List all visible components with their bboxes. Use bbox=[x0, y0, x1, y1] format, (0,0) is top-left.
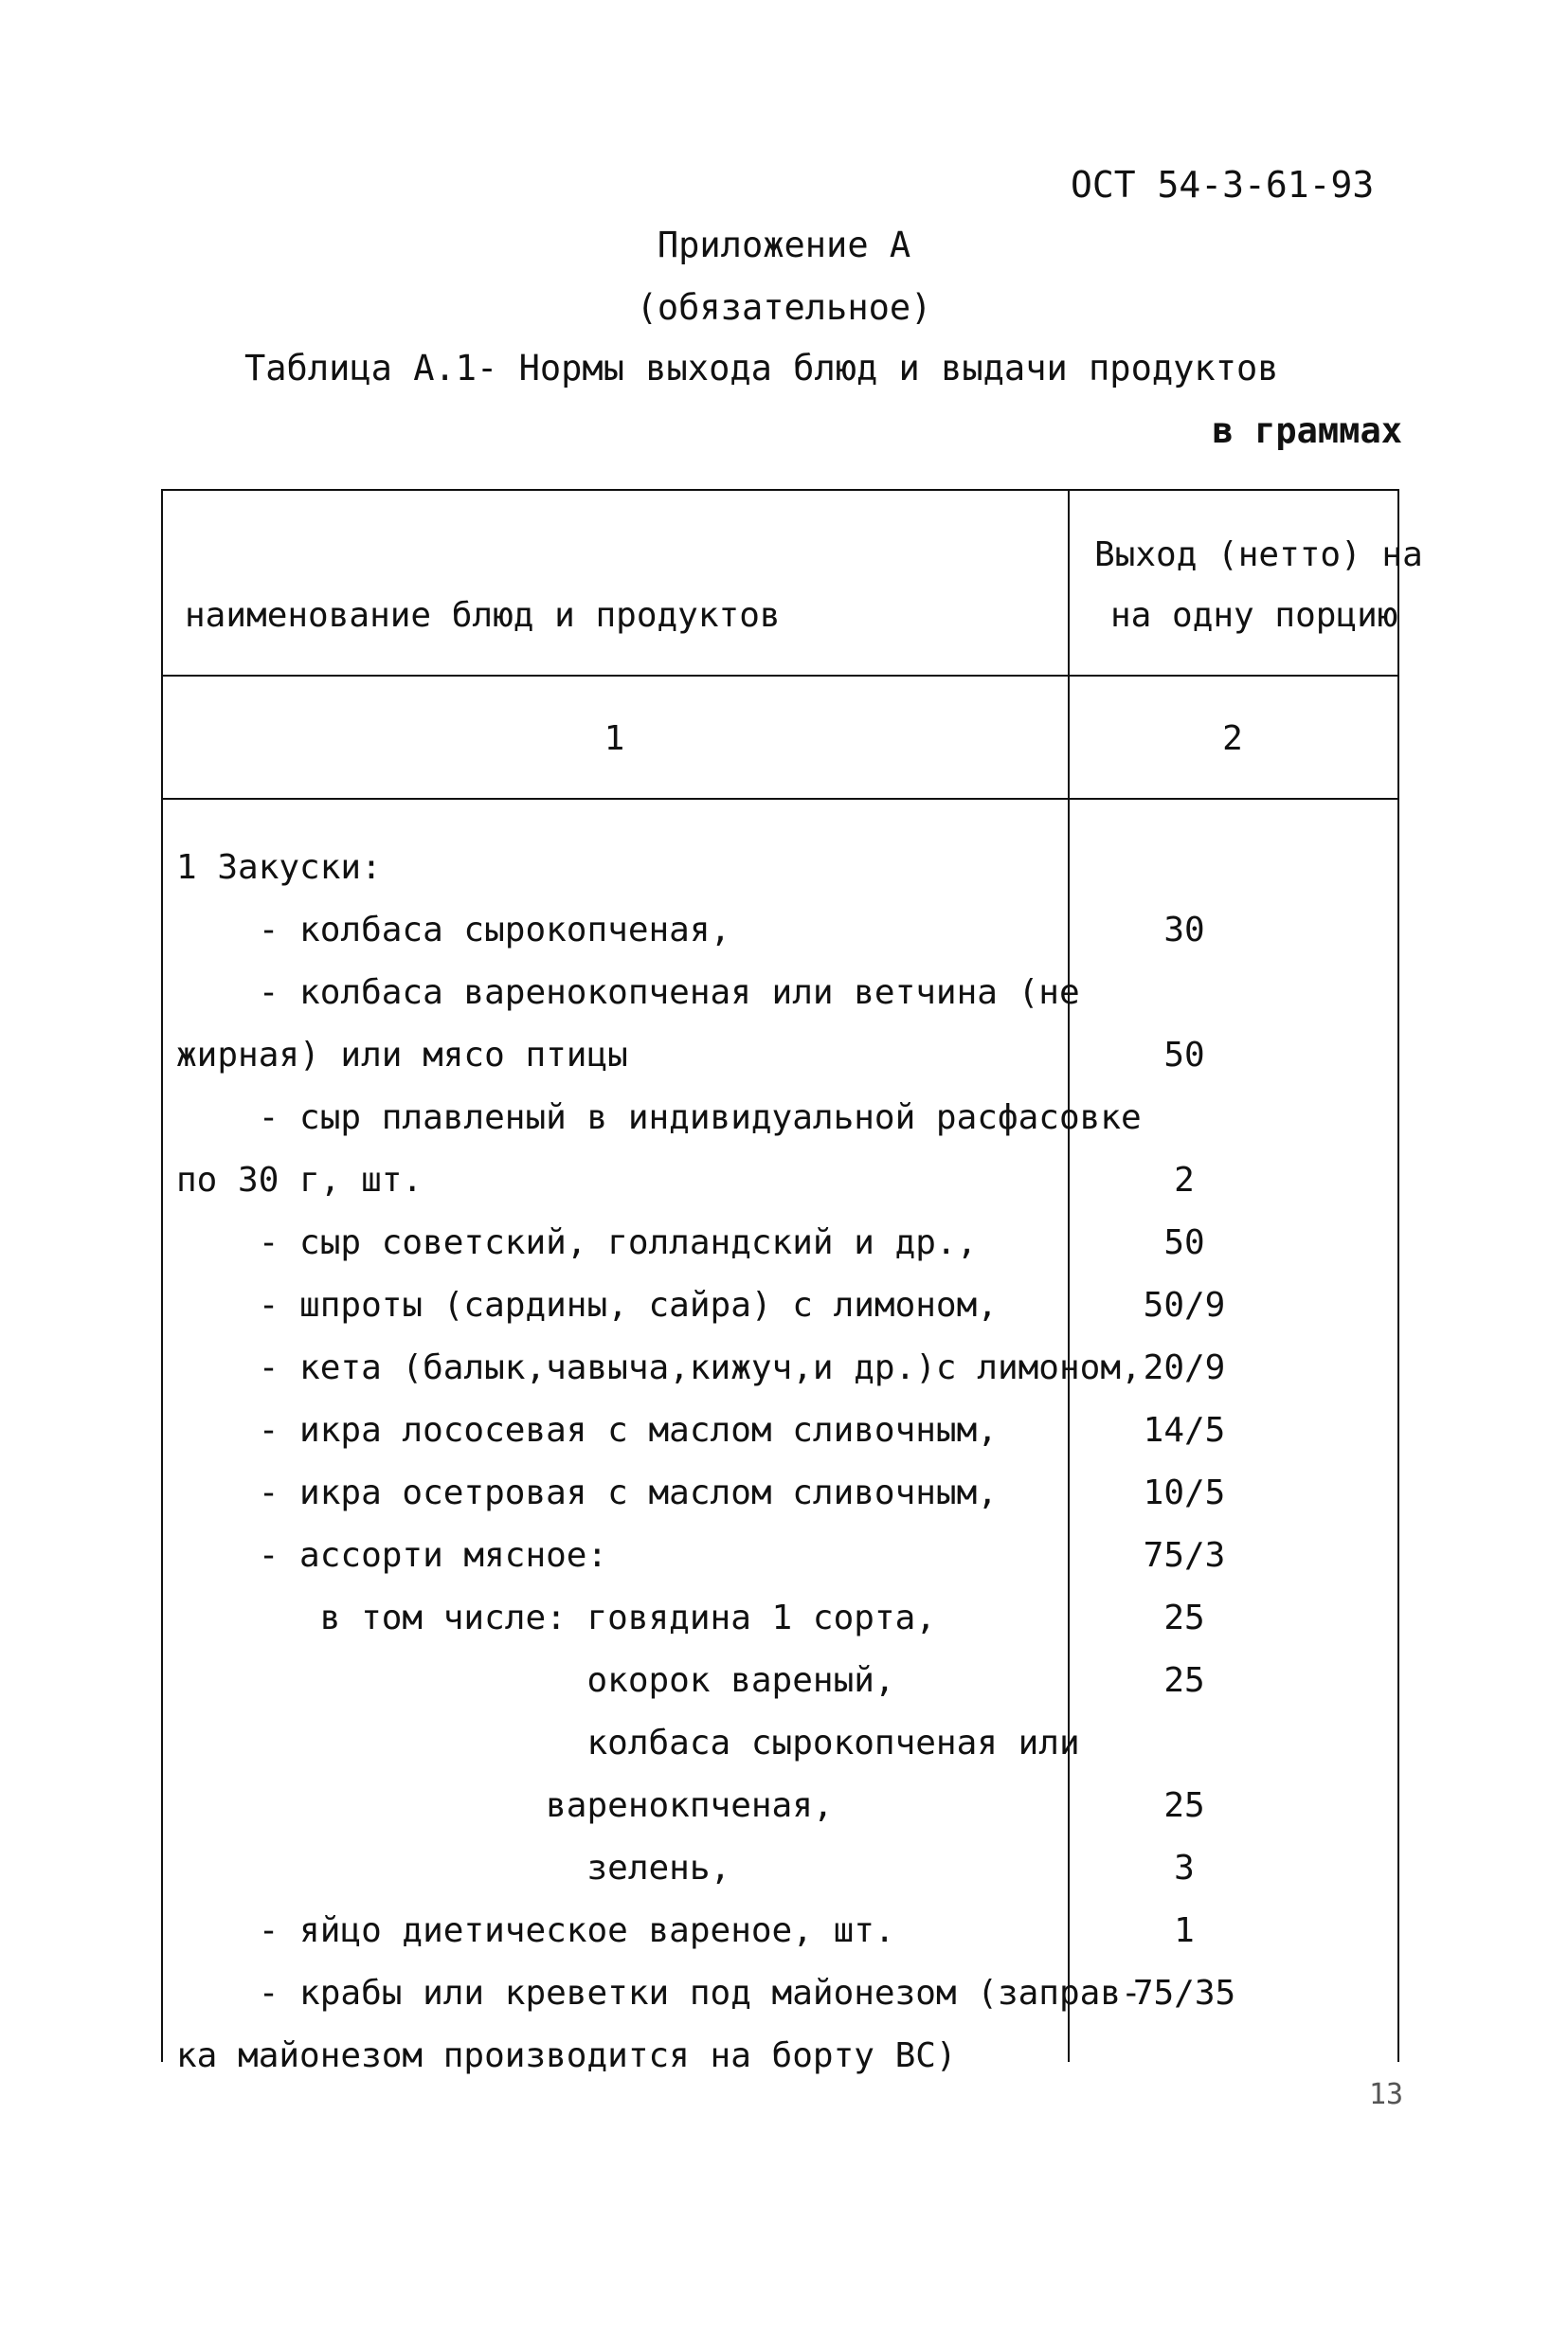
table-row-name: 1 Закуски: bbox=[176, 848, 382, 887]
table-row-name: - яйцо диетическое вареное, шт. bbox=[176, 1911, 895, 1950]
col2-header-line2: на одну порцию bbox=[1110, 596, 1398, 635]
table-row-value: 25 bbox=[1163, 1786, 1205, 1825]
table-row-name: - кета (балык,чавыча,кижуч,и др.)с лимоном, bbox=[176, 1348, 1142, 1387]
table-row-value: 50/9 bbox=[1143, 1286, 1226, 1325]
table-row-name: жирная) или мясо птицы bbox=[176, 1036, 628, 1075]
table-title: Таблица А.1- Нормы выхода блюд и выдачи продуктов bbox=[244, 348, 1279, 389]
table-row-value: 25 bbox=[1163, 1661, 1205, 1700]
table-row-value: 25 bbox=[1163, 1599, 1205, 1637]
document-code: ОСТ 54-3-61-93 bbox=[1071, 164, 1375, 206]
table-row-name: - шпроты (сардины, сайра) с лимоном, bbox=[176, 1286, 998, 1325]
table-row-value: 14/5 bbox=[1143, 1411, 1226, 1450]
table-row-value: 75/3 bbox=[1143, 1536, 1226, 1575]
table-row-value: 50 bbox=[1163, 1036, 1205, 1075]
col2-number: 2 bbox=[1222, 719, 1243, 758]
units-label: в граммах bbox=[1212, 410, 1402, 451]
table-top-border bbox=[161, 489, 1397, 491]
table-row-name: варенокпченая, bbox=[176, 1786, 834, 1825]
table-right-border bbox=[1397, 489, 1399, 2062]
appendix-title: Приложение А bbox=[657, 225, 911, 265]
header-divider bbox=[161, 675, 1397, 677]
page-number: 13 bbox=[1369, 2078, 1404, 2111]
table-row-value: 50 bbox=[1163, 1223, 1205, 1262]
table-row-value: 2 bbox=[1174, 1161, 1195, 1200]
table-row-value: 20/9 bbox=[1143, 1348, 1226, 1387]
table-row-name: - ассорти мясное: bbox=[176, 1536, 608, 1575]
table-row-name: - икра осетровая с маслом сливочным, bbox=[176, 1473, 998, 1512]
table-row-value: 75/35 bbox=[1132, 1974, 1236, 2013]
table-row-name: зелень, bbox=[176, 1849, 731, 1888]
col1-header: наименование блюд и продуктов bbox=[185, 596, 781, 635]
table-row-value: 3 bbox=[1174, 1849, 1195, 1888]
table-row-name: - крабы или креветки под майонезом (заправ- bbox=[176, 1974, 1142, 2013]
table-row-name: колбаса сырокопченая или bbox=[176, 1724, 1080, 1762]
col2-header-line1: Выход (нетто) на bbox=[1094, 535, 1423, 574]
table-row-name: ка майонезом производится на борту ВС) bbox=[176, 2036, 957, 2075]
table-row-value: 1 bbox=[1174, 1911, 1195, 1950]
table-row-name: в том числе: говядина 1 сорта, bbox=[176, 1599, 936, 1637]
table-row-name: окорок вареный, bbox=[176, 1661, 895, 1700]
table-row-name: - колбаса сырокопченая, bbox=[176, 911, 731, 949]
table-row-name: по 30 г, шт. bbox=[176, 1161, 424, 1200]
column-number-divider bbox=[161, 798, 1397, 800]
table-row-name: - икра лососевая с маслом сливочным, bbox=[176, 1411, 998, 1450]
col1-number: 1 bbox=[604, 719, 625, 758]
table-row-value: 30 bbox=[1163, 911, 1205, 949]
appendix-note: (обязательное) bbox=[636, 287, 932, 328]
table-row-name: - сыр плавленый в индивидуальной расфасовке bbox=[176, 1098, 1142, 1137]
table-row-value: 10/5 bbox=[1143, 1473, 1226, 1512]
table-row-name: - сыр советский, голландский и др., bbox=[176, 1223, 978, 1262]
table-row-name: - колбаса варенокопченая или ветчина (не bbox=[176, 973, 1080, 1012]
